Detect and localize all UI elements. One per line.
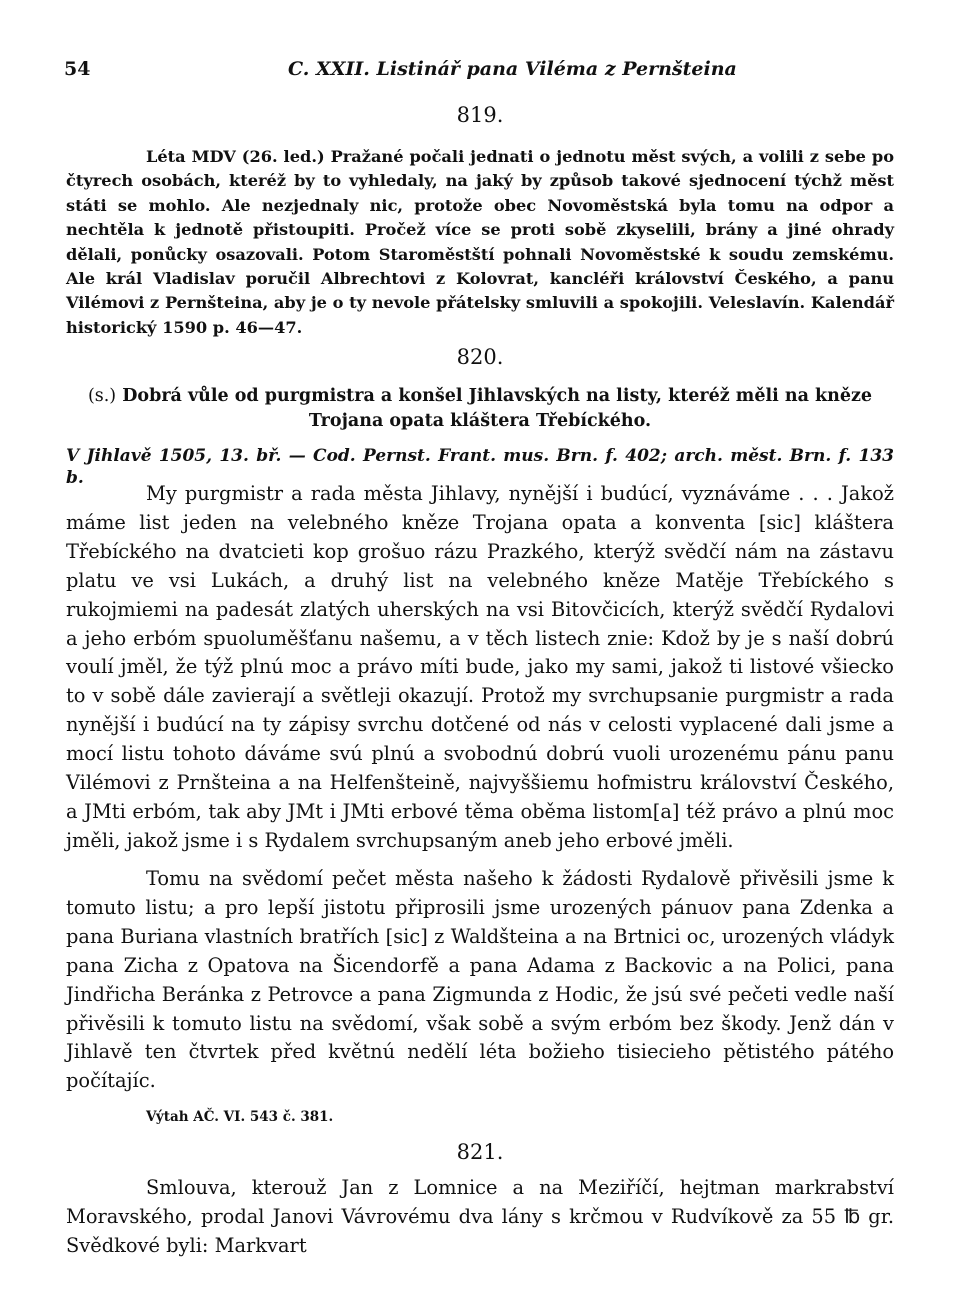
running-title: C. XXII. Listinář pana Viléma z Pernšteina — [288, 58, 737, 80]
document-number-819: 819. — [456, 103, 504, 127]
document-820-source: V Jihlavě 1505, 13. bř. — Cod. Pernst. Frant. mus. Brn. f. 402; arch. měst. Brn. f. 133 b. — [66, 446, 894, 488]
document-820-regest — [66, 384, 894, 433]
regest-label: (s.) — [87, 386, 117, 406]
document-820-note: Výtah AČ. VI. 543 č. 381. — [146, 1109, 334, 1125]
document-819-text: Léta MDV (26. led.) Pražané počali jednati o jednotu měst svých, a volili z sebe po čtyrech osobách, kteréž by to vyhledaly, na jaký by způsob takové sjednocení týchž měst státi se mohlo. Ale nezjednaly nic, protože obec Novoměstská byla tomu na odpor a nechtěla k jednotě přistoupiti. Pročež více se proti sobě zkyselili, brány a jiné ohrady dělali, ponůcky osazovali. Potom Staroměstští pohnali Novoměstské k soudu zemskému. Ale král Vladislav poručil Albrechtovi z Kolovrat, kancléři království Českého, a panu Vilémovi z Pernšteina, aby je o ty nevole přátelsky smluvili a spokojili. Veleslavín. Kalendář historický 1590 p. 46—47. — [66, 147, 894, 337]
page-number: 54 — [64, 58, 91, 80]
document-820-paragraph-2: Tomu na svědomí pečet města našeho k žádosti Rydalově přivěsili jsme k tomuto listu; a pro lepší jistotu připrosili jsme urozených pánuov pana Zdenka a pana Buriana vlastních bratřích [sic] z Waldšteina a na Brtnici oc, urozených vládyk pana Zicha z Opatova na Šicendorfě a pana Adama z Backovic a na Polici, pana Jindřicha Beránka z Petrovce a pana Zigmunda z Hodic, že jsú své pečeti vedle naší přivěsili k tomuto listu na svědomí, však sobě a svým erbóm bez škody. Jenž dán v Jihlavě ten čtvrtek před květnú nedělí léta božieho tisiecieho pětistého pátého počítajíc. — [66, 867, 894, 1093]
document-821-text: Smlouva, kterouž Jan z Lomnice a na Meziříčí, hejtman markrabství Moravského, prodal Janovi Vávrovému dva lány s krčmou v Rudvíkově za 55 ℔ gr. Svědkové byli: Markvart — [66, 1176, 894, 1257]
document-820-paragraph-1: My purgmistr a rada města Jihlavy, nynější i budúcí, vyznáváme . . . Jakož máme list jeden na velebného kněze Trojana opata a konventa [sic] kláštera Třebíckého na dvatcieti kop grošuo rázu Prazkého, kterýž svědčí nám na zástavu platu ve vsi Lukách, a druhý list na velebného kněze Matěje Třebíckého s rukojmiemi na padesát zlatých uherských na vsi Bitovčicích, kterýž svědčí Rydalovi a jeho erbóm spuoluměšťanu našemu, a v těch listech znie: Kdož by je s naší dobrú voulí jměl, že týž plnú moc a právo míti bude, jako my sami, jakož ti listové všiecko to v sobě dále zavierají a světleji okazují. Protož my svrchupsanie purgmistr a rada nynější i budúcí na ty zápisy svrchu dotčené od nás v celosti vyplacené dali jsme a mocí listu tohoto dáváme svú plnú a svobodnú dobrú vuoli urozenému pánu panu Vilémovi z Prnšteina a na Helfenšteině, najvyššiemu hofmistru království Českého, a JMti erbóm, tak aby JMt i JMti erbové těma oběma listom[a] též právo a plnú moc jměli, jakož jsme i s Rydalem svrchupsaným aneb jeho erbové jměli. — [66, 482, 894, 852]
document-number-820: 820. — [456, 345, 504, 369]
document-number-821: 821. — [456, 1140, 504, 1164]
regest-text: Dobrá vůle od purgmistra a konšel Jihlavských na listy, kteréž měli na kněze Trojana opata kláštera Třebíckého. — [122, 386, 873, 431]
